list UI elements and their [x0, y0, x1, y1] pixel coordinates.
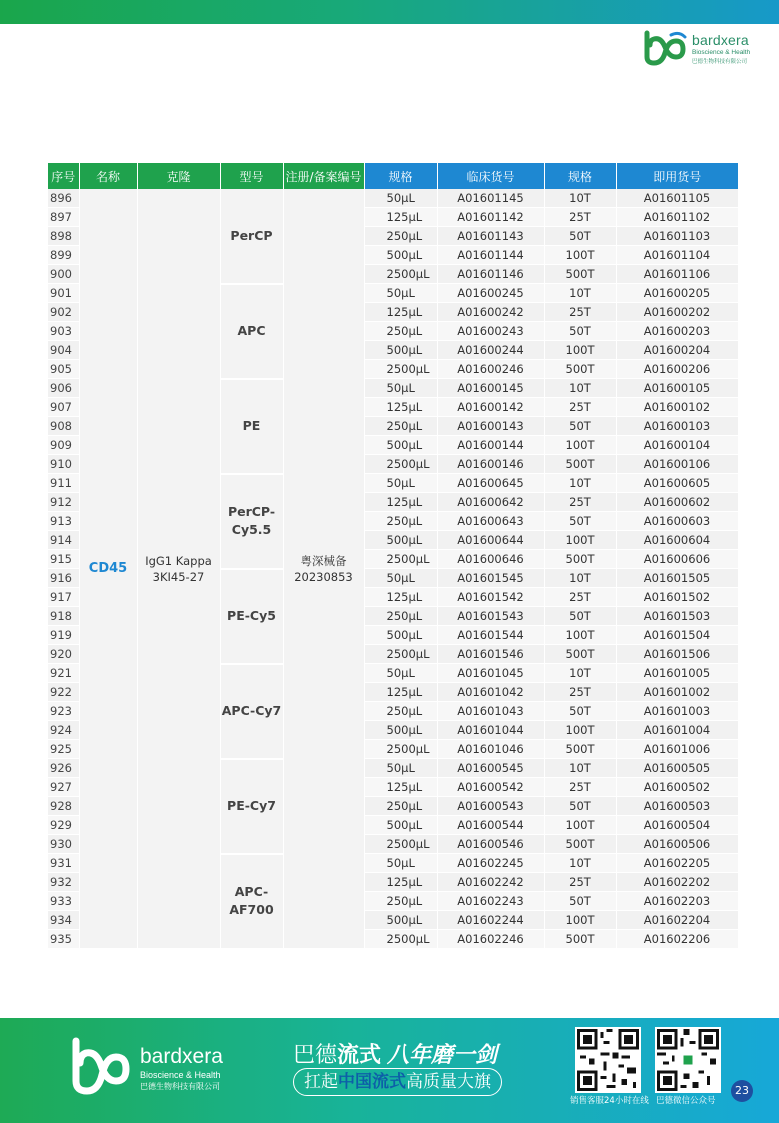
top-gradient-bar [0, 0, 779, 24]
header-registration: 注册/备案编号 [283, 163, 364, 189]
ready-code: A01601505 [616, 569, 738, 588]
qr-label-sales: 销售客服24小时在线 [570, 1096, 649, 1106]
ready-code: A01600602 [616, 493, 738, 512]
clinical-code: A01600144 [437, 436, 544, 455]
qr-label-wechat: 巴德微信公众号 [656, 1096, 716, 1106]
clinical-spec: 500μL [364, 626, 437, 645]
ready-code: A01601002 [616, 683, 738, 702]
clinical-spec: 50μL [364, 379, 437, 398]
row-index: 911 [48, 474, 79, 493]
clinical-spec: 2500μL [364, 550, 437, 569]
ready-code: A01600604 [616, 531, 738, 550]
header-model: 型号 [220, 163, 283, 189]
ready-code: A01600206 [616, 360, 738, 379]
clinical-code: A01602243 [437, 892, 544, 911]
clinical-spec: 125μL [364, 303, 437, 322]
ready-spec: 10T [544, 664, 616, 683]
clinical-code: A01601146 [437, 265, 544, 284]
clinical-code: A01600543 [437, 797, 544, 816]
header-clinical-code: 临床货号 [437, 163, 544, 189]
row-index: 897 [48, 208, 79, 227]
row-index: 927 [48, 778, 79, 797]
registration-line-1: 粤深械备 [300, 553, 347, 568]
ready-spec: 25T [544, 303, 616, 322]
clinical-spec: 125μL [364, 873, 437, 892]
row-index: 935 [48, 930, 79, 949]
row-index: 934 [48, 911, 79, 930]
row-index: 917 [48, 588, 79, 607]
ready-spec: 50T [544, 797, 616, 816]
footer-tagline-en: Bioscience & Health [140, 1070, 221, 1080]
ready-spec: 25T [544, 208, 616, 227]
ready-code: A01600102 [616, 398, 738, 417]
ready-spec: 500T [544, 645, 616, 664]
clinical-code: A01601046 [437, 740, 544, 759]
ready-spec: 50T [544, 512, 616, 531]
ready-code: A01602202 [616, 873, 738, 892]
clinical-code: A01600644 [437, 531, 544, 550]
brand-mark-icon [641, 27, 689, 67]
ready-code: A01601502 [616, 588, 738, 607]
slogan1-part-c: 八年磨一剑 [387, 1042, 498, 1068]
clinical-code: A01601045 [437, 664, 544, 683]
ready-spec: 50T [544, 417, 616, 436]
ready-code: A01601503 [616, 607, 738, 626]
model-cell: APC-Cy7 [220, 664, 283, 759]
ready-spec: 100T [544, 246, 616, 265]
ready-spec: 10T [544, 854, 616, 873]
header-brand: bardxera [692, 32, 749, 48]
row-index: 932 [48, 873, 79, 892]
ready-code: A01601102 [616, 208, 738, 227]
clinical-code: A01600243 [437, 322, 544, 341]
ready-code: A01602204 [616, 911, 738, 930]
ready-spec: 500T [544, 455, 616, 474]
ready-code: A01602206 [616, 930, 738, 949]
clinical-spec: 50μL [364, 664, 437, 683]
ready-code: A01600506 [616, 835, 738, 854]
ready-spec: 50T [544, 607, 616, 626]
ready-code: A01601003 [616, 702, 738, 721]
clinical-spec: 250μL [364, 607, 437, 626]
clinical-spec: 50μL [364, 854, 437, 873]
model-cell: PE-Cy7 [220, 759, 283, 854]
clinical-code: A01600544 [437, 816, 544, 835]
clinical-spec: 2500μL [364, 360, 437, 379]
qr-code-sales [575, 1027, 641, 1093]
header-name: 名称 [79, 163, 137, 189]
ready-code: A01600106 [616, 455, 738, 474]
ready-spec: 100T [544, 626, 616, 645]
ready-code: A01600505 [616, 759, 738, 778]
ready-code: A01601005 [616, 664, 738, 683]
ready-code: A01600504 [616, 816, 738, 835]
clinical-code: A01600244 [437, 341, 544, 360]
ready-spec: 25T [544, 683, 616, 702]
header-index: 序号 [48, 163, 79, 189]
footer-brand: bardxera [140, 1045, 223, 1068]
ready-spec: 10T [544, 379, 616, 398]
model-cell: PerCP-Cy5.5 [220, 474, 283, 569]
clinical-code: A01600245 [437, 284, 544, 303]
ready-spec: 10T [544, 759, 616, 778]
clinical-code: A01602242 [437, 873, 544, 892]
ready-spec: 100T [544, 531, 616, 550]
ready-code: A01600203 [616, 322, 738, 341]
clinical-spec: 125μL [364, 493, 437, 512]
qr-code-icon [657, 1029, 719, 1091]
ready-code: A01601104 [616, 246, 738, 265]
model-cell: PE [220, 379, 283, 474]
ready-spec: 100T [544, 436, 616, 455]
clinical-spec: 250μL [364, 417, 437, 436]
ready-spec: 10T [544, 189, 616, 208]
ready-code: A01600104 [616, 436, 738, 455]
row-index: 904 [48, 341, 79, 360]
ready-code: A01601006 [616, 740, 738, 759]
ready-spec: 500T [544, 930, 616, 949]
model-cell: PE-Cy5 [220, 569, 283, 664]
clinical-spec: 50μL [364, 189, 437, 208]
clinical-spec: 2500μL [364, 930, 437, 949]
clinical-code: A01601144 [437, 246, 544, 265]
row-index: 915 [48, 550, 79, 569]
clinical-spec: 50μL [364, 569, 437, 588]
footer-brand-mark-icon [68, 1035, 134, 1097]
clinical-spec: 500μL [364, 246, 437, 265]
slogan1-part-a: 巴德 [293, 1043, 338, 1068]
clinical-spec: 125μL [364, 398, 437, 417]
ready-code: A01600503 [616, 797, 738, 816]
clinical-spec: 125μL [364, 683, 437, 702]
page-number: 23 [731, 1080, 753, 1102]
slogan-line-1 [293, 1038, 497, 1069]
ready-code: A01601506 [616, 645, 738, 664]
row-index: 933 [48, 892, 79, 911]
header-spec-clinical: 规格 [364, 163, 437, 189]
row-index: 919 [48, 626, 79, 645]
clinical-spec: 500μL [364, 911, 437, 930]
clinical-code: A01601043 [437, 702, 544, 721]
ready-code: A01600205 [616, 284, 738, 303]
clinical-spec: 500μL [364, 721, 437, 740]
ready-spec: 10T [544, 284, 616, 303]
ready-code: A01601103 [616, 227, 738, 246]
clinical-code: A01600646 [437, 550, 544, 569]
clinical-spec: 250μL [364, 512, 437, 531]
ready-spec: 10T [544, 569, 616, 588]
clinical-code: A01600146 [437, 455, 544, 474]
row-index: 922 [48, 683, 79, 702]
row-index: 912 [48, 493, 79, 512]
clone-line-1: IgG1 Kappa [145, 553, 212, 568]
row-index: 914 [48, 531, 79, 550]
clinical-spec: 50μL [364, 474, 437, 493]
ready-spec: 500T [544, 360, 616, 379]
slogan2-part-c: 高质量大旗 [406, 1072, 491, 1092]
ready-spec: 50T [544, 322, 616, 341]
row-index: 903 [48, 322, 79, 341]
clinical-code: A01602244 [437, 911, 544, 930]
clinical-code: A01601545 [437, 569, 544, 588]
footer-logo [68, 1035, 238, 1097]
header-logo [641, 27, 771, 67]
row-index: 900 [48, 265, 79, 284]
table-row [48, 189, 738, 208]
row-index: 920 [48, 645, 79, 664]
ready-code: A01600204 [616, 341, 738, 360]
ready-code: A01600202 [616, 303, 738, 322]
row-index: 896 [48, 189, 79, 208]
clinical-code: A01601143 [437, 227, 544, 246]
slogan-line-2 [293, 1068, 502, 1096]
registration-cell [283, 189, 364, 949]
row-index: 931 [48, 854, 79, 873]
row-index: 910 [48, 455, 79, 474]
clinical-code: A01601542 [437, 588, 544, 607]
ready-spec: 500T [544, 265, 616, 284]
ready-spec: 25T [544, 398, 616, 417]
table-header-row [48, 163, 738, 189]
header-tagline-en: Bioscience & Health [692, 49, 751, 56]
model-cell: PerCP [220, 189, 283, 284]
ready-code: A01600103 [616, 417, 738, 436]
clinical-spec: 500μL [364, 341, 437, 360]
clinical-spec: 250μL [364, 797, 437, 816]
model-cell: APC-AF700 [220, 854, 283, 949]
row-index: 905 [48, 360, 79, 379]
ready-spec: 100T [544, 911, 616, 930]
clinical-code: A01601546 [437, 645, 544, 664]
ready-spec: 25T [544, 588, 616, 607]
row-index: 926 [48, 759, 79, 778]
row-index: 929 [48, 816, 79, 835]
row-index: 918 [48, 607, 79, 626]
clone-line-2: 3KI45-27 [152, 569, 205, 584]
ready-spec: 25T [544, 778, 616, 797]
row-index: 899 [48, 246, 79, 265]
row-index: 925 [48, 740, 79, 759]
row-index: 907 [48, 398, 79, 417]
product-name: CD45 [79, 189, 137, 949]
ready-spec: 25T [544, 493, 616, 512]
clinical-code: A01601145 [437, 189, 544, 208]
ready-spec: 500T [544, 740, 616, 759]
row-index: 902 [48, 303, 79, 322]
clinical-code: A01600545 [437, 759, 544, 778]
ready-spec: 100T [544, 816, 616, 835]
header-clone: 克隆 [137, 163, 220, 189]
clinical-spec: 2500μL [364, 835, 437, 854]
clinical-code: A01602246 [437, 930, 544, 949]
ready-code: A01601106 [616, 265, 738, 284]
ready-code: A01601504 [616, 626, 738, 645]
row-index: 909 [48, 436, 79, 455]
qr-code-icon [577, 1029, 639, 1091]
ready-spec: 25T [544, 873, 616, 892]
clinical-spec: 2500μL [364, 645, 437, 664]
row-index: 924 [48, 721, 79, 740]
clinical-code: A01600246 [437, 360, 544, 379]
ready-code: A01600502 [616, 778, 738, 797]
header-ready-code: 即用货号 [616, 163, 738, 189]
clinical-code: A01600642 [437, 493, 544, 512]
ready-code: A01600603 [616, 512, 738, 531]
clinical-spec: 2500μL [364, 455, 437, 474]
clinical-code: A01600242 [437, 303, 544, 322]
ready-code: A01600605 [616, 474, 738, 493]
clinical-code: A01600542 [437, 778, 544, 797]
ready-code: A01601004 [616, 721, 738, 740]
row-index: 923 [48, 702, 79, 721]
ready-spec: 50T [544, 892, 616, 911]
row-index: 921 [48, 664, 79, 683]
clinical-spec: 50μL [364, 284, 437, 303]
row-index: 916 [48, 569, 79, 588]
ready-spec: 100T [544, 341, 616, 360]
row-index: 901 [48, 284, 79, 303]
clinical-spec: 50μL [364, 759, 437, 778]
header-tagline-cn: 巴德生物科技有限公司 [692, 59, 748, 65]
clinical-spec: 125μL [364, 208, 437, 227]
clinical-spec: 250μL [364, 227, 437, 246]
clinical-spec: 2500μL [364, 265, 437, 284]
clinical-spec: 500μL [364, 531, 437, 550]
row-index: 898 [48, 227, 79, 246]
clinical-spec: 500μL [364, 816, 437, 835]
clinical-code: A01600643 [437, 512, 544, 531]
clinical-code: A01600546 [437, 835, 544, 854]
footer-tagline-cn: 巴德生物科技有限公司 [140, 1082, 220, 1091]
ready-spec: 50T [544, 227, 616, 246]
clinical-code: A01602245 [437, 854, 544, 873]
slogan1-part-b: 流式 [337, 1043, 382, 1068]
ready-code: A01600105 [616, 379, 738, 398]
clinical-code: A01601543 [437, 607, 544, 626]
ready-code: A01602203 [616, 892, 738, 911]
registration-line-2: 20230853 [294, 569, 353, 584]
clinical-spec: 2500μL [364, 740, 437, 759]
model-cell: APC [220, 284, 283, 379]
clinical-code: A01600142 [437, 398, 544, 417]
row-index: 908 [48, 417, 79, 436]
ready-code: A01600606 [616, 550, 738, 569]
clinical-code: A01600145 [437, 379, 544, 398]
clinical-code: A01601544 [437, 626, 544, 645]
product-table [48, 163, 739, 950]
slogan2-part-b: 中国流式 [338, 1072, 406, 1092]
clinical-code: A01601042 [437, 683, 544, 702]
ready-spec: 100T [544, 721, 616, 740]
clinical-spec: 250μL [364, 322, 437, 341]
row-index: 906 [48, 379, 79, 398]
slogan2-part-a: 扛起 [304, 1072, 338, 1092]
ready-spec: 500T [544, 550, 616, 569]
ready-code: A01602205 [616, 854, 738, 873]
row-index: 928 [48, 797, 79, 816]
qr-code-wechat [655, 1027, 721, 1093]
clone-cell [137, 189, 220, 949]
clinical-spec: 125μL [364, 778, 437, 797]
clinical-spec: 500μL [364, 436, 437, 455]
clinical-spec: 250μL [364, 892, 437, 911]
clinical-code: A01601044 [437, 721, 544, 740]
clinical-spec: 125μL [364, 588, 437, 607]
clinical-spec: 250μL [364, 702, 437, 721]
clinical-code: A01600645 [437, 474, 544, 493]
ready-spec: 10T [544, 474, 616, 493]
ready-spec: 50T [544, 702, 616, 721]
clinical-code: A01601142 [437, 208, 544, 227]
ready-code: A01601105 [616, 189, 738, 208]
ready-spec: 500T [544, 835, 616, 854]
row-index: 930 [48, 835, 79, 854]
row-index: 913 [48, 512, 79, 531]
header-spec-ready: 规格 [544, 163, 616, 189]
clinical-code: A01600143 [437, 417, 544, 436]
